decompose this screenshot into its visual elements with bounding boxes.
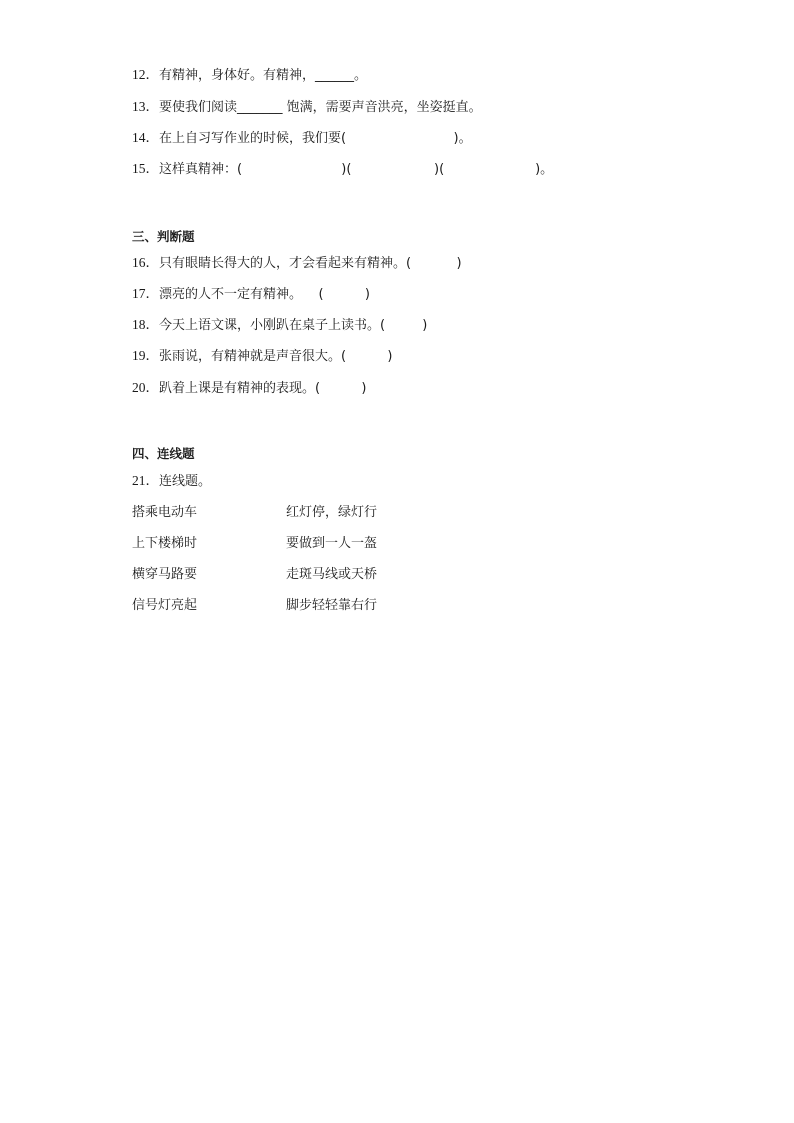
match-right-item: 走斑马线或天桥 (286, 567, 378, 582)
question-text: 今天上语文课，小刚趴在桌子上读书。( ) (159, 318, 428, 333)
match-left-item: 信号灯亮起 (132, 598, 198, 613)
question-text: 在上自习写作业的时候，我们要( )。 (159, 131, 472, 146)
match-right-item: 脚步轻轻靠右行 (286, 598, 378, 613)
question-20 (132, 379, 366, 398)
question-number: 13． (132, 99, 159, 114)
match-right-item: 要做到一人一盔 (286, 536, 378, 551)
section-title-matching: 四、连线题 (132, 446, 195, 461)
question-text: 趴着上课是有精神的表现。( ) (159, 381, 367, 396)
question-15 (132, 160, 553, 179)
question-13 (132, 98, 482, 117)
question-number: 16． (132, 255, 159, 270)
question-text: 漂亮的人不一定有精神。 ( ) (159, 287, 370, 302)
question-number: 20． (132, 380, 159, 395)
question-number: 15． (132, 161, 159, 176)
question-text: 有精神，身体好。有精神，______。 (159, 68, 368, 83)
question-14 (132, 129, 472, 148)
match-left-item: 横穿马路要 (132, 567, 198, 582)
match-left-item: 上下楼梯时 (132, 536, 198, 551)
match-left-item: 搭乘电动车 (132, 505, 198, 520)
question-number: 12． (132, 67, 159, 82)
section-title-judgement: 三、判断题 (132, 229, 195, 244)
question-12 (132, 66, 367, 85)
question-number: 14． (132, 130, 159, 145)
question-text: 只有眼睛长得大的人，才会看起来有精神。( ) (159, 256, 462, 271)
question-number: 18． (132, 317, 159, 332)
question-19 (132, 347, 392, 366)
question-text: 这样真精神：( )( )( )。 (159, 162, 554, 177)
question-17 (132, 285, 370, 304)
question-16 (132, 254, 462, 273)
question-text: 要使我们阅读_______ 饱满，需要声音洪亮，坐姿挺直。 (159, 100, 482, 115)
match-right-item: 红灯停，绿灯行 (286, 505, 378, 520)
question-text: 连线题。 (159, 474, 212, 489)
question-18 (132, 316, 427, 335)
question-text: 张雨说，有精神就是声音很大。( ) (159, 349, 393, 364)
question-21 (132, 472, 211, 491)
question-number: 21． (132, 473, 159, 488)
question-number: 17． (132, 286, 159, 301)
question-number: 19． (132, 348, 159, 363)
